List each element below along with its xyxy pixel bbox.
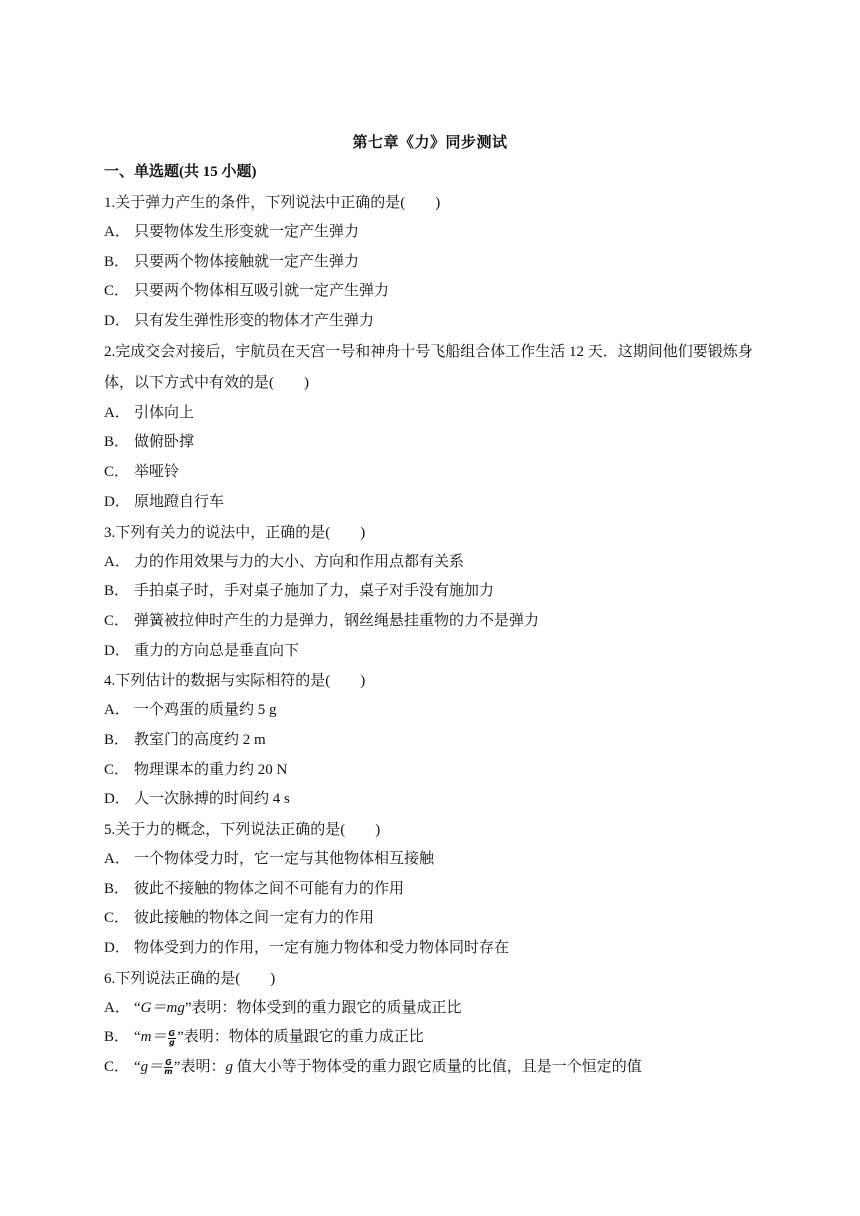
option-text: 原地蹬自行车 (134, 493, 225, 510)
option-text: 只要两个物体相互吸引就一定产生弹力 (134, 283, 390, 300)
option-letter: A． (104, 999, 130, 1016)
option-c[interactable] (104, 904, 764, 934)
option-d[interactable] (104, 637, 764, 667)
option-a[interactable] (104, 218, 764, 248)
question-6 (104, 964, 764, 1083)
fraction-numerator: G (168, 1028, 176, 1038)
question-stem: 2.完成交会对接后，宇航员在天宫一号和神舟十号飞船组合体工作生活 12 天．这期间他们要锻炼身体，以下方式中有效的是( ) (104, 343, 753, 391)
option-letter: D． (104, 642, 130, 659)
question-stem: 6.下列说法正确的是( ) (104, 970, 276, 987)
section-heading: 一、单选题(共 15 小题) (104, 164, 257, 180)
option-text: 物体受到力的作用，一定有施力物体和受力物体同时存在 (134, 940, 510, 957)
option-text: 一个物体受力时，它一定与其他物体相互接触 (134, 851, 435, 867)
option-c[interactable] (104, 1053, 764, 1083)
option-text: 只要两个物体接触就一定产生弹力 (134, 253, 360, 270)
option-text: 表明：物体的质量跟它的重力成正比 (183, 1029, 424, 1046)
option-letter: B． (104, 434, 130, 451)
option-letter: C． (104, 283, 130, 300)
option-b[interactable] (104, 875, 764, 905)
option-a[interactable] (104, 548, 764, 578)
question-1 (104, 188, 764, 337)
option-text: 教室门的高度约 2 m (134, 731, 266, 748)
question-2 (104, 337, 764, 518)
option-letter: A． (104, 851, 130, 867)
option-letter: B． (104, 253, 130, 270)
fraction-denominator: m (164, 1067, 173, 1077)
question-4 (104, 666, 764, 815)
variable: g (225, 1059, 233, 1076)
option-letter: C． (104, 612, 130, 629)
page-title: 第七章《力》同步测试 (352, 135, 508, 151)
fraction-numerator: G (165, 1058, 172, 1068)
option-letter: B． (104, 1029, 130, 1046)
option-a[interactable] (104, 399, 764, 429)
option-d[interactable] (104, 488, 764, 518)
option-letter: C． (104, 464, 130, 481)
option-d[interactable] (104, 934, 764, 964)
quote-open: “ (134, 999, 141, 1016)
option-a[interactable] (104, 696, 764, 726)
option-letter: C． (104, 761, 130, 778)
option-b[interactable] (104, 577, 764, 607)
option-d[interactable] (104, 307, 764, 337)
option-b[interactable] (104, 1023, 764, 1053)
option-b[interactable] (104, 428, 764, 458)
option-letter: B． (104, 731, 130, 748)
option-c[interactable] (104, 277, 764, 307)
option-letter: A． (104, 404, 130, 421)
fraction (164, 1059, 173, 1076)
question-stem: 5.关于力的概念，下列说法正确的是( ) (104, 822, 381, 838)
option-text: 值大小等于物体受的重力跟它质量的比值，且是一个恒定的值 (232, 1059, 642, 1076)
option-text: 举哑铃 (134, 464, 180, 481)
option-text: 弹簧被拉伸时产生的力是弹力，钢丝绳悬挂重物的力不是弹力 (134, 612, 540, 629)
option-text: 引体向上 (134, 404, 195, 421)
option-c[interactable] (104, 607, 764, 637)
option-text: 表明：物体受到的重力跟它的质量成正比 (191, 999, 462, 1016)
option-letter: D． (104, 493, 130, 510)
option-text: 力的作用效果与力的大小、方向和作用点都有关系 (134, 553, 465, 570)
option-b[interactable] (104, 726, 764, 756)
option-letter: C． (104, 910, 130, 927)
question-stem: 3.下列有关力的说法中，正确的是( ) (104, 524, 366, 541)
option-letter: D． (104, 313, 130, 330)
option-letter: A． (104, 702, 130, 719)
option-text: 重力的方向总是垂直向下 (134, 642, 300, 659)
quote-close: ” (177, 1029, 184, 1046)
option-b[interactable] (104, 248, 764, 278)
option-text: 只要物体发生形变就一定产生弹力 (134, 224, 360, 240)
option-letter: A． (104, 553, 130, 570)
option-text: 一个鸡蛋的质量约 5 g (134, 702, 277, 719)
quote-open: “ (134, 1059, 141, 1076)
option-a[interactable] (104, 994, 764, 1024)
option-text: 人一次脉搏的时间约 4 s (134, 791, 290, 808)
quote-close: ” (184, 999, 192, 1016)
option-letter: D． (104, 940, 130, 957)
question-5 (104, 815, 764, 964)
question-3 (104, 518, 764, 667)
option-text: 手拍桌子时，手对桌子施加了力，桌子对手没有施加力 (134, 583, 495, 600)
question-stem: 1.关于弹力产生的条件，下列说法中正确的是( ) (104, 195, 441, 211)
question-list (104, 188, 764, 1083)
option-letter: B． (104, 583, 130, 600)
option-text: 彼此不接触的物体之间不可能有力的作用 (134, 880, 405, 897)
option-text: 只有发生弹性形变的物体才产生弹力 (134, 313, 375, 330)
question-stem: 4.下列估计的数据与实际相符的是( ) (104, 673, 366, 690)
option-text-prefix: 表明： (180, 1059, 226, 1076)
option-letter: D． (104, 791, 130, 808)
fraction (168, 1030, 177, 1047)
option-letter: A． (104, 224, 130, 240)
option-letter: C． (104, 1059, 130, 1076)
option-text: 物理课本的重力约 20 N (134, 761, 288, 778)
option-text: 彼此接触的物体之间一定有力的作用 (134, 910, 375, 927)
option-c[interactable] (104, 458, 764, 488)
option-letter: B． (104, 880, 130, 897)
option-c[interactable] (104, 756, 764, 786)
option-d[interactable] (104, 785, 764, 815)
formula-lhs: m＝ (140, 1029, 167, 1046)
formula-lhs: g＝ (140, 1059, 164, 1076)
quote-close: ” (173, 1059, 181, 1076)
fraction-denominator: g (168, 1037, 175, 1047)
option-text: 做俯卧撑 (134, 434, 195, 451)
option-a[interactable] (104, 845, 764, 875)
quote-open: “ (134, 1029, 141, 1046)
formula: G＝mg (140, 999, 185, 1016)
